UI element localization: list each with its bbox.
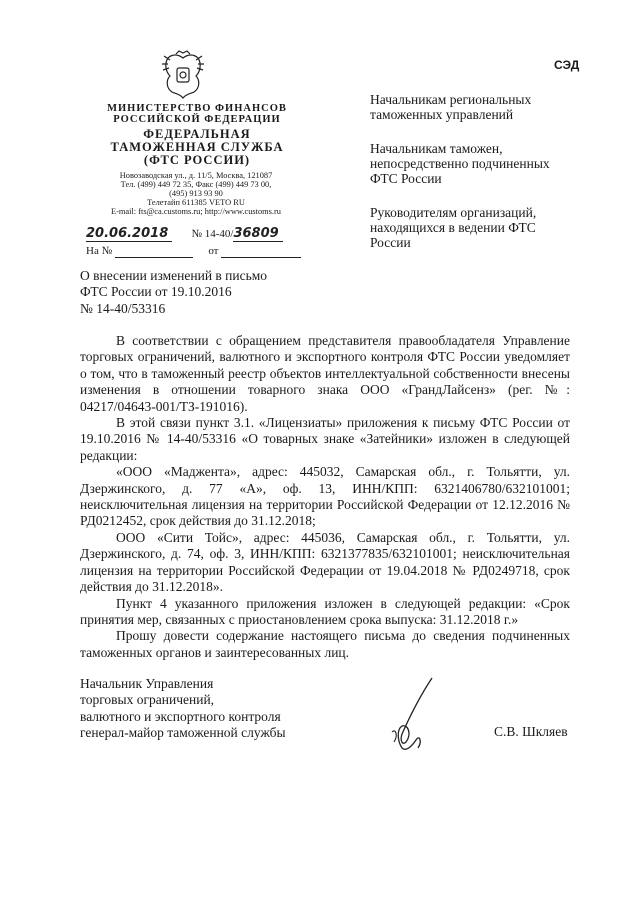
position-line-4: генерал-майор таможенной службы [80, 725, 286, 741]
subject-line-2: ФТС России от 19.10.2016 [80, 284, 232, 300]
position-line-2: торговых ограничений, [80, 692, 215, 708]
body-paragraph-4: ООО «Сити Тойс», адрес: 445036, Самарская обл., г. Тольятти, ул. Дзержинского, д. 74, оф. 3, ИНН/КПП: 6321377835/632101001; неисключительная лицензия на территории Российской Федерации от 19.04.2018 № РД0249718, срок действия до 31.12.2018». [80, 529, 570, 595]
reply-label: На № [86, 245, 113, 257]
reply-from-label: от [208, 245, 219, 257]
subject-line-1: О внесении изменений в письмо [80, 268, 268, 283]
subject-line-3: № 14-40/53316 [80, 300, 166, 316]
sed-mark: СЭД [554, 58, 580, 72]
service-name [92, 128, 302, 167]
reply-reference [86, 245, 301, 258]
document-date: 20.06.2018 [86, 226, 172, 242]
body-paragraph-2: В этой связи пункт 3.1. «Лицензиаты» приложения к письму ФТС России от 19.10.2016 № 14-40/53316 «О товарных знаке «Затейники» изложен в следующей редакции: [80, 415, 570, 463]
position-line-1: Начальник Управления [80, 676, 214, 691]
body-paragraph-6: Прошу довести содержание настоящего письма до сведения подчиненных таможенных органов и заинтересованных лиц. [80, 628, 570, 660]
address-line: Новозаводская ул., д. 11/5, Москва, 121087 [119, 171, 273, 180]
body-paragraph-1: В соответствии с обращением представителя правообладателя Управление торговых ограничений, валютного и экспортного контроля ФТС России уведомляет о том, что в таможенный реестр объектов интеллектуальной собственности внесены изменения в отношении товарного знака ООО «ГрандЛайсенз» (рег. №: 04217/04643-001/ТЗ-191016). [80, 333, 570, 414]
phone-line-2: (495) 913 93 90 [169, 189, 223, 198]
document-number-prefix: № 14-40/ [191, 228, 234, 240]
ministry-name [92, 103, 302, 125]
handwritten-signature [372, 676, 482, 756]
recipient-3: Руководителям организаций, находящихся в ведении ФТС России [370, 205, 537, 250]
service-line-2: ТАМОЖЕННАЯ СЛУЖБА [110, 140, 284, 154]
letter-body [80, 333, 570, 661]
reply-number-blank [115, 245, 193, 258]
phone-line: Тел. (499) 449 72 35, Факс (499) 449 73 00, [120, 180, 272, 189]
signatory-name: С.В. Шкляев [494, 724, 568, 739]
ministry-line-2: РОССИЙСКОЙ ФЕДЕРАЦИИ [113, 114, 281, 125]
teletype-line: Телетайп 611385 VETO RU [147, 198, 245, 207]
recipient-2: Начальникам таможен, непосредственно подчиненных ФТС России [370, 141, 550, 186]
contact-block [86, 171, 306, 216]
position-line-3: валютного и экспортного контроля [80, 708, 281, 724]
body-paragraph-3: «ООО «Маджента», адрес: 445032, Самарская обл., г. Тольятти, ул. Дзержинского, д. 77 «А», оф. 13, ИНН/КПП: 6321406780/632101001; неисключительная лицензия на территории Российской Федерации от 12.12.2016 № РД0212452, срок действия до 31.12.2018; [80, 464, 570, 529]
document-date-number [86, 226, 283, 242]
ministry-line-1: МИНИСТЕРСТВО ФИНАНСОВ [107, 103, 287, 114]
service-line-3: (ФТС РОССИИ) [143, 153, 251, 167]
reply-date-blank [221, 245, 301, 258]
signatory-position [80, 676, 340, 742]
document-number: 36809 [233, 226, 283, 242]
body-paragraph-5: Пункт 4 указанного приложения изложен в следующей редакции: «Срок принятия мер, связанных с приостановлением срока выпуска: 31.12.2018 г.» [80, 595, 570, 627]
coat-of-arms-emblem [160, 50, 206, 102]
email-line: E-mail: fts@ca.customs.ru; http://www.customs.ru [111, 207, 281, 216]
service-line-1: ФЕДЕРАЛЬНАЯ [143, 127, 251, 141]
recipient-1: Начальникам региональных таможенных управлений [370, 92, 532, 122]
letter-subject [80, 268, 330, 317]
